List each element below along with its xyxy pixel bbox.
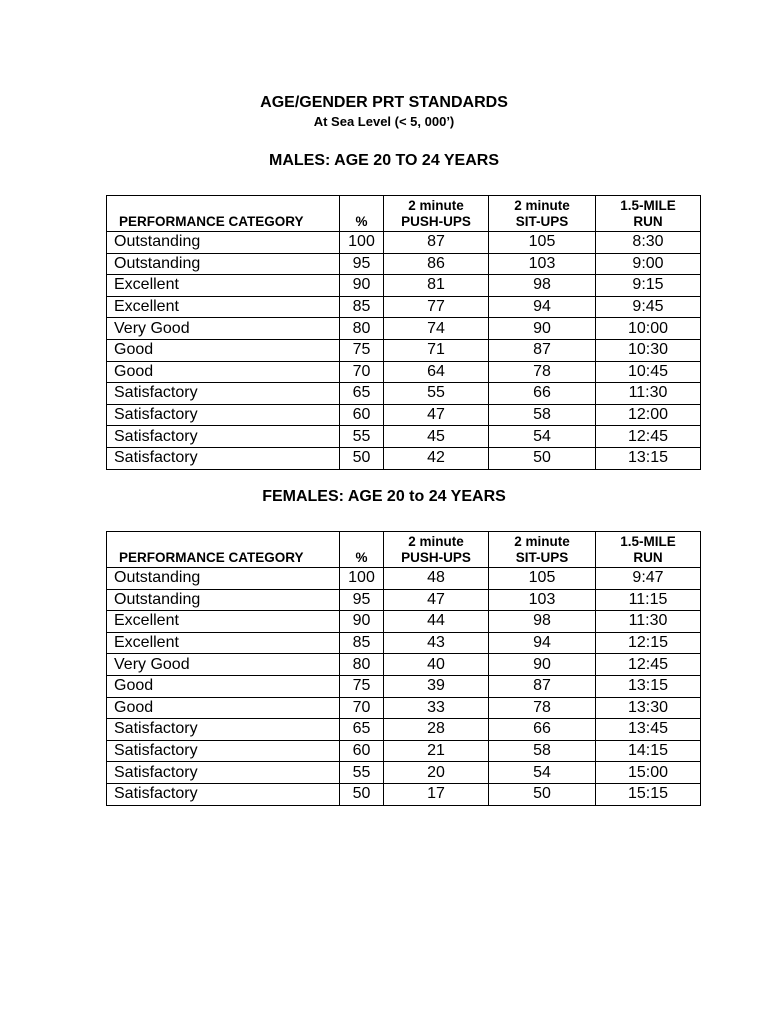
- header-pushups-line1: 2 minute: [408, 534, 464, 549]
- cell-pushups: 39: [384, 675, 489, 697]
- cell-run: 11:30: [596, 611, 701, 633]
- cell-run: 11:30: [596, 383, 701, 405]
- header-pushups-line2: PUSH-UPS: [401, 550, 471, 565]
- cell-percent: 90: [340, 275, 384, 297]
- cell-situps: 90: [489, 654, 596, 676]
- cell-percent: 75: [340, 339, 384, 361]
- table-row: [107, 383, 701, 405]
- cell-run: 15:00: [596, 762, 701, 784]
- cell-category: Satisfactory: [107, 447, 340, 469]
- cell-category: Satisfactory: [107, 783, 340, 805]
- cell-category: Satisfactory: [107, 404, 340, 426]
- cell-percent: 70: [340, 361, 384, 383]
- females-table-body: [107, 568, 701, 806]
- cell-pushups: 71: [384, 339, 489, 361]
- cell-category: Excellent: [107, 611, 340, 633]
- table-row: [107, 719, 701, 741]
- cell-run: 10:30: [596, 339, 701, 361]
- females-standards-table: [106, 531, 701, 806]
- header-situps-line2: SIT-UPS: [515, 214, 569, 229]
- cell-run: 9:00: [596, 253, 701, 275]
- cell-percent: 50: [340, 447, 384, 469]
- table-row: [107, 762, 701, 784]
- cell-percent: 55: [340, 762, 384, 784]
- cell-run: 13:45: [596, 719, 701, 741]
- cell-run: 12:00: [596, 404, 701, 426]
- cell-pushups: 48: [384, 568, 489, 590]
- cell-category: Good: [107, 675, 340, 697]
- cell-percent: 95: [340, 253, 384, 275]
- cell-situps: 94: [489, 632, 596, 654]
- cell-run: 12:15: [596, 632, 701, 654]
- cell-run: 12:45: [596, 654, 701, 676]
- cell-percent: 65: [340, 719, 384, 741]
- table-row: [107, 675, 701, 697]
- cell-percent: 95: [340, 589, 384, 611]
- cell-percent: 60: [340, 404, 384, 426]
- header-situps-line1: 2 minute: [514, 198, 570, 213]
- header-run: [596, 532, 701, 568]
- cell-percent: 85: [340, 296, 384, 318]
- males-standards-table: [106, 195, 701, 470]
- table-row: [107, 296, 701, 318]
- document-subtitle: At Sea Level (< 5, 000’): [313, 114, 455, 129]
- cell-situps: 78: [489, 697, 596, 719]
- cell-percent: 50: [340, 783, 384, 805]
- header-pushups: [384, 532, 489, 568]
- cell-situps: 54: [489, 426, 596, 448]
- table-row: [107, 632, 701, 654]
- header-pushups: [384, 196, 489, 232]
- cell-category: Satisfactory: [107, 762, 340, 784]
- table-row: [107, 589, 701, 611]
- cell-category: Very Good: [107, 318, 340, 340]
- cell-category: Outstanding: [107, 253, 340, 275]
- cell-category: Good: [107, 697, 340, 719]
- cell-run: 9:45: [596, 296, 701, 318]
- cell-category: Excellent: [107, 632, 340, 654]
- cell-category: Outstanding: [107, 568, 340, 590]
- cell-pushups: 64: [384, 361, 489, 383]
- cell-percent: 80: [340, 654, 384, 676]
- cell-situps: 103: [489, 589, 596, 611]
- table-row: [107, 339, 701, 361]
- header-pushups-line2: PUSH-UPS: [401, 214, 471, 229]
- cell-situps: 58: [489, 740, 596, 762]
- cell-category: Good: [107, 339, 340, 361]
- cell-pushups: 47: [384, 589, 489, 611]
- cell-run: 9:47: [596, 568, 701, 590]
- cell-pushups: 40: [384, 654, 489, 676]
- cell-percent: 85: [340, 632, 384, 654]
- cell-percent: 80: [340, 318, 384, 340]
- cell-situps: 90: [489, 318, 596, 340]
- cell-pushups: 86: [384, 253, 489, 275]
- header-situps-line1: 2 minute: [514, 534, 570, 549]
- cell-pushups: 47: [384, 404, 489, 426]
- cell-situps: 103: [489, 253, 596, 275]
- cell-pushups: 17: [384, 783, 489, 805]
- header-run-line2: RUN: [633, 550, 663, 565]
- cell-pushups: 28: [384, 719, 489, 741]
- table-header-row: [107, 532, 701, 568]
- cell-run: 13:15: [596, 447, 701, 469]
- cell-situps: 87: [489, 339, 596, 361]
- cell-category: Satisfactory: [107, 426, 340, 448]
- header-pushups-line1: 2 minute: [408, 198, 464, 213]
- header-run: [596, 196, 701, 232]
- header-performance-category: PERFORMANCE CATEGORY: [107, 532, 340, 568]
- cell-pushups: 77: [384, 296, 489, 318]
- cell-pushups: 20: [384, 762, 489, 784]
- males-section-title: MALES: AGE 20 TO 24 YEARS: [269, 152, 499, 169]
- cell-situps: 98: [489, 275, 596, 297]
- cell-pushups: 42: [384, 447, 489, 469]
- cell-run: 10:45: [596, 361, 701, 383]
- cell-run: 9:15: [596, 275, 701, 297]
- cell-run: 14:15: [596, 740, 701, 762]
- header-performance-category: PERFORMANCE CATEGORY: [107, 196, 340, 232]
- cell-situps: 58: [489, 404, 596, 426]
- table-header-row: [107, 196, 701, 232]
- cell-category: Outstanding: [107, 589, 340, 611]
- table-row: [107, 275, 701, 297]
- males-table-body: [107, 232, 701, 470]
- cell-situps: 94: [489, 296, 596, 318]
- table-row: [107, 654, 701, 676]
- cell-run: 13:30: [596, 697, 701, 719]
- table-row: [107, 318, 701, 340]
- cell-pushups: 21: [384, 740, 489, 762]
- table-row: [107, 697, 701, 719]
- cell-situps: 54: [489, 762, 596, 784]
- header-situps: [489, 532, 596, 568]
- document-title: AGE/GENDER PRT STANDARDS: [260, 94, 508, 111]
- cell-run: 13:15: [596, 675, 701, 697]
- cell-situps: 87: [489, 675, 596, 697]
- cell-situps: 66: [489, 719, 596, 741]
- cell-pushups: 55: [384, 383, 489, 405]
- cell-percent: 100: [340, 568, 384, 590]
- table-row: [107, 253, 701, 275]
- header-situps: [489, 196, 596, 232]
- table-row: [107, 783, 701, 805]
- cell-category: Outstanding: [107, 232, 340, 254]
- cell-category: Very Good: [107, 654, 340, 676]
- table-row: [107, 611, 701, 633]
- cell-situps: 66: [489, 383, 596, 405]
- table-row: [107, 568, 701, 590]
- cell-percent: 100: [340, 232, 384, 254]
- cell-percent: 60: [340, 740, 384, 762]
- cell-situps: 105: [489, 232, 596, 254]
- cell-percent: 90: [340, 611, 384, 633]
- cell-category: Good: [107, 361, 340, 383]
- cell-percent: 75: [340, 675, 384, 697]
- table-row: [107, 447, 701, 469]
- table-row: [107, 404, 701, 426]
- cell-pushups: 33: [384, 697, 489, 719]
- cell-category: Satisfactory: [107, 383, 340, 405]
- cell-run: 15:15: [596, 783, 701, 805]
- table-row: [107, 232, 701, 254]
- cell-category: Satisfactory: [107, 740, 340, 762]
- header-percent: %: [340, 196, 384, 232]
- cell-situps: 50: [489, 783, 596, 805]
- cell-situps: 50: [489, 447, 596, 469]
- header-run-line1: 1.5-MILE: [620, 534, 676, 549]
- cell-percent: 55: [340, 426, 384, 448]
- cell-pushups: 87: [384, 232, 489, 254]
- cell-category: Satisfactory: [107, 719, 340, 741]
- header-situps-line2: SIT-UPS: [515, 550, 569, 565]
- cell-pushups: 45: [384, 426, 489, 448]
- cell-situps: 98: [489, 611, 596, 633]
- cell-pushups: 74: [384, 318, 489, 340]
- cell-percent: 65: [340, 383, 384, 405]
- header-run-line1: 1.5-MILE: [620, 198, 676, 213]
- cell-situps: 105: [489, 568, 596, 590]
- cell-pushups: 43: [384, 632, 489, 654]
- cell-run: 12:45: [596, 426, 701, 448]
- table-row: [107, 740, 701, 762]
- cell-run: 10:00: [596, 318, 701, 340]
- cell-percent: 70: [340, 697, 384, 719]
- table-row: [107, 426, 701, 448]
- cell-situps: 78: [489, 361, 596, 383]
- cell-run: 11:15: [596, 589, 701, 611]
- cell-category: Excellent: [107, 296, 340, 318]
- table-row: [107, 361, 701, 383]
- cell-pushups: 44: [384, 611, 489, 633]
- cell-run: 8:30: [596, 232, 701, 254]
- header-percent: %: [340, 532, 384, 568]
- cell-pushups: 81: [384, 275, 489, 297]
- females-section-title: FEMALES: AGE 20 to 24 YEARS: [262, 488, 506, 505]
- header-run-line2: RUN: [633, 214, 663, 229]
- cell-category: Excellent: [107, 275, 340, 297]
